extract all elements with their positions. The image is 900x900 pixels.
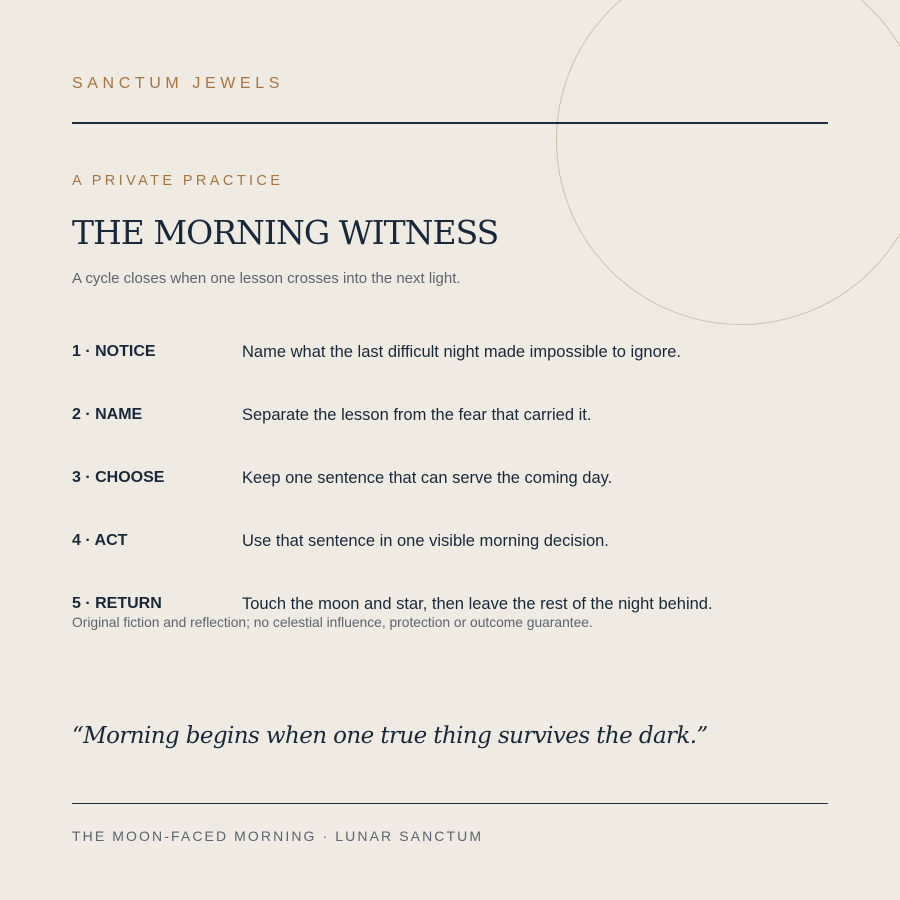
step-text: Touch the moon and star, then leave the rest of the night behind. (242, 595, 713, 613)
step-label: 4 · ACT (72, 532, 128, 549)
quote: “Morning begins when one true thing survives the dark.” (72, 723, 708, 749)
step-text: Keep one sentence that can serve the coming day. (242, 469, 613, 487)
step-label: 3 · CHOOSE (72, 469, 165, 486)
page-title: THE MORNING WITNESS (72, 213, 499, 252)
header-divider (72, 122, 828, 124)
footer-divider (72, 803, 828, 804)
step-text: Separate the lesson from the fear that carried it. (242, 406, 592, 424)
disclaimer: Original fiction and reflection; no celestial influence, protection or outcome guarantee. (72, 615, 593, 630)
footer-text: THE MOON-FACED MORNING · LUNAR SANCTUM (72, 828, 484, 844)
step-label: 1 · NOTICE (72, 343, 156, 360)
eyebrow-label: A PRIVATE PRACTICE (72, 173, 284, 189)
step-act (72, 531, 828, 551)
page-subtitle: A cycle closes when one lesson crosses into the next light. (72, 270, 461, 287)
decorative-circle (556, 0, 900, 325)
brand-name: SANCTUM JEWELS (72, 75, 284, 92)
step-text: Name what the last difficult night made impossible to ignore. (242, 343, 682, 361)
step-label: 5 · RETURN (72, 595, 162, 612)
step-name (72, 405, 828, 425)
step-choose (72, 468, 828, 488)
step-label: 2 · NAME (72, 406, 143, 423)
step-text: Use that sentence in one visible morning decision. (242, 532, 609, 550)
step-return (72, 594, 828, 614)
step-notice (72, 342, 828, 362)
